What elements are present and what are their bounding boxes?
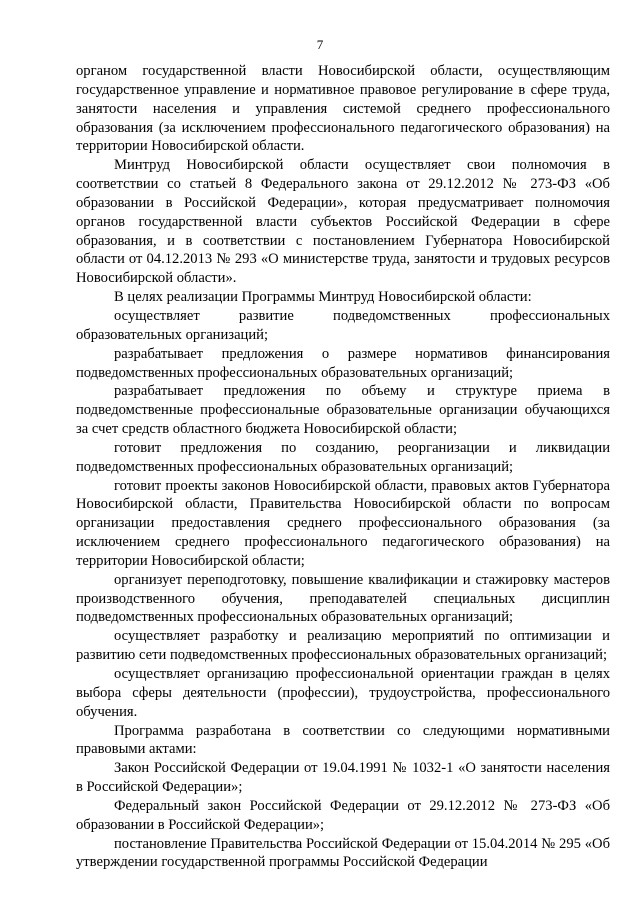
list-item-funding-norms: разрабатывает предложения о размере нормативов финансирования подведомственных профессиональных образовательных организаций; — [76, 345, 610, 381]
list-item-draft-laws: готовит проекты законов Новосибирской области, правовых актов Губернатора Новосибирской области, Правительства Новосибирской области по вопросам организации предоставления среднего профессионального образования (за исключением среднего профессионального педагогического образования) на территории Новосибирской области; — [76, 477, 610, 569]
paragraph-program-goals-intro: В целях реализации Программы Минтруд Новосибирской области: — [114, 289, 532, 306]
paragraph-ministry-definition: органом государственной власти Новосибирской области, осуществляющим государственное управление и нормативное правовое регулирование в сфере труда, занятости населения и управления системой среднего профессионального образования (за исключением профессионального педагогического образования) на территории Новосибирской области. — [76, 63, 610, 155]
paragraph-legal-basis-intro: Программа разработана в соответствии со следующими нормативными правовыми актами: — [76, 722, 610, 758]
legal-act-employment-law: Закон Российской Федерации от 19.04.1991 № 1032-1 «О занятости населения в Российской Федерации»; — [76, 760, 610, 796]
list-item-reorganization: готовит предложения по созданию, реорганизации и ликвидации подведомственных профессиональных образовательных организаций; — [76, 439, 610, 475]
legal-act-education-law: Федеральный закон Российской Федерации от 29.12.2012 № 273-ФЗ «Об образовании в Российской Федерации»; — [76, 797, 610, 833]
page-number: 7 — [316, 37, 324, 52]
list-item-network-optimization: осуществляет разработку и реализацию мероприятий по оптимизации и развитию сети подведомственных профессиональных образовательных организаций; — [76, 628, 610, 664]
list-item-career-guidance: осуществляет организацию профессиональной ориентации граждан в целях выбора сферы деятельности (профессии), трудоустройства, профессионального обучения. — [76, 666, 610, 720]
list-item-admission-structure: разрабатывает предложения по объему и структуре приема в подведомственные профессиональные образовательные организации обучающихся за счет средств областного бюджета Новосибирской области; — [76, 383, 610, 438]
list-item-retraining: организует переподготовку, повышение квалификации и стажировку мастеров производственного обучения, преподавателей специальных дисциплин подведомственных профессиональных образовательных организаций; — [76, 571, 610, 626]
paragraph-ministry-powers: Минтруд Новосибирской области осуществляет свои полномочия в соответствии со статьей 8 Федерального закона от 29.12.2012 № 273-ФЗ «Об образовании в Российской Федерации», которая предусматривает полномочия органов государственной власти субъектов Российской Федерации в сфере образования, и в соответствии с постановлением Губернатора Новосибирской области от 04.12.2013 № 293 «О министерстве труда, занятости и трудовых ресурсов Новосибирской области». — [76, 157, 610, 287]
list-item-development: осуществляет развитие подведомственных профессиональных образовательных организаций; — [76, 307, 610, 343]
document-body — [76, 62, 610, 872]
legal-act-government-resolution: постановление Правительства Российской Федерации от 15.04.2014 № 295 «Об утверждении государственной программы Российской Федерации — [76, 835, 610, 871]
